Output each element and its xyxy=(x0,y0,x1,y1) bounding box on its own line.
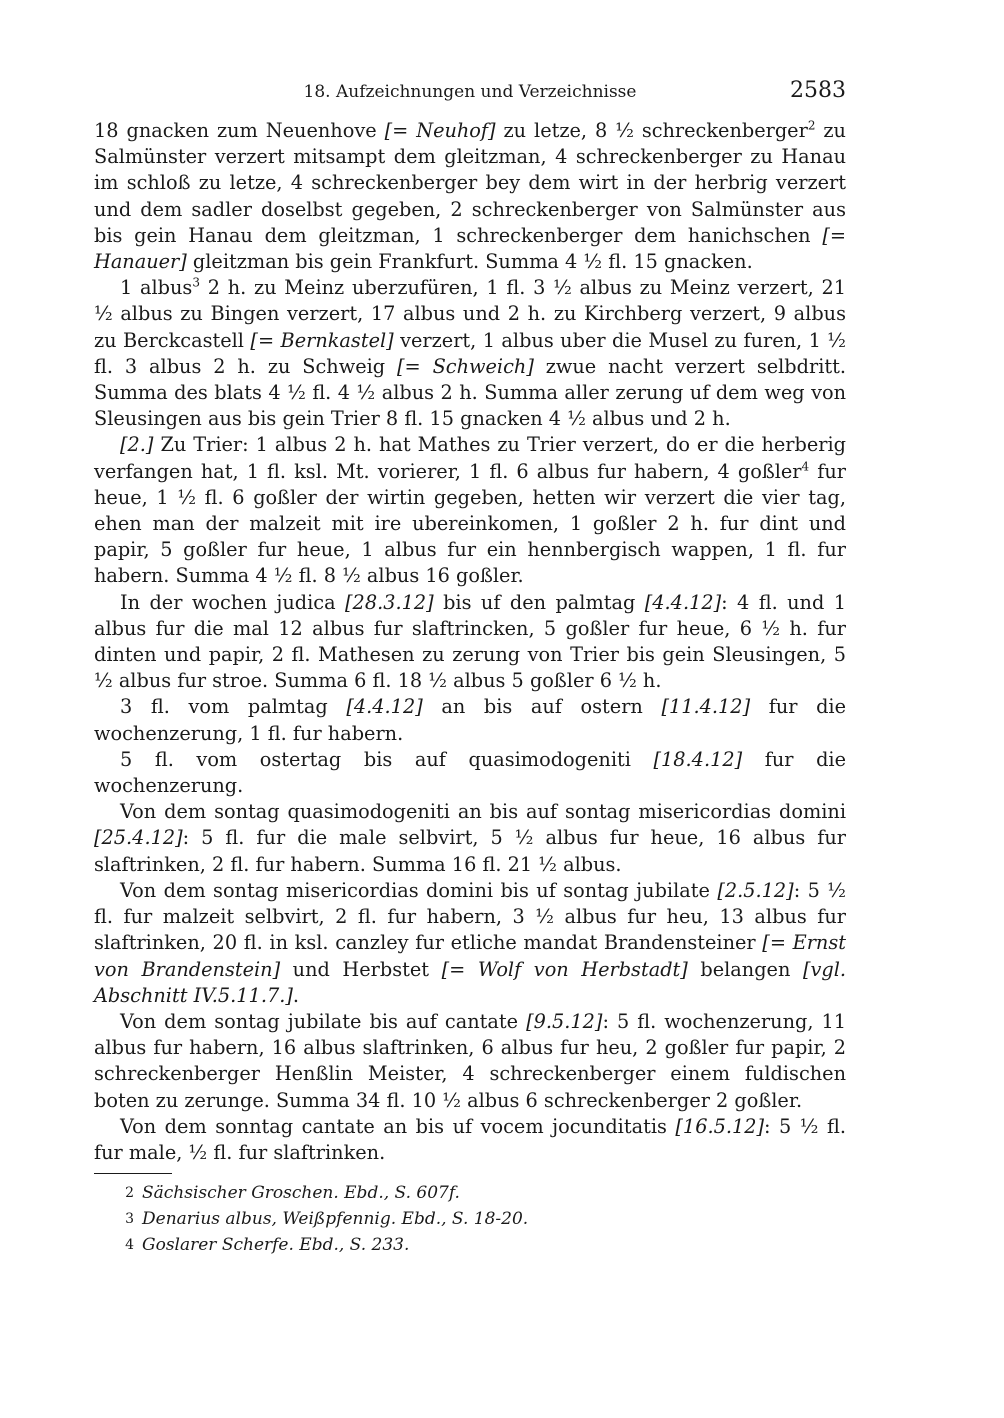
text-run: Zu Trier: 1 albus 2 h. hat Mathes zu Trier verzert, do er die herberig verfangen hat, 1 fl. ksl. Mt. vorierer, 1 fl. 6 albus fur habern, 4 goßler xyxy=(94,433,846,483)
editorial-note: [= Hanauer] xyxy=(94,223,846,274)
editorial-note: [= Neuhof] xyxy=(384,119,496,142)
text-run: Von dem sontag jubilate bis auf cantate xyxy=(120,1009,527,1033)
editorial-note: [28.3.12] xyxy=(345,590,434,614)
paragraph xyxy=(94,275,846,432)
editorial-note: [16.5.12] xyxy=(675,1114,765,1138)
text-run: Von dem sontag misericordias domini bis uf sontag jubilate xyxy=(120,878,718,902)
footnote-ref: 3 xyxy=(192,275,200,290)
editorial-note: [9.5.12] xyxy=(526,1009,603,1033)
footnote-text: Goslarer Scherfe. Ebd., S. 233. xyxy=(142,1235,410,1255)
editorial-note: [4.4.12] xyxy=(644,590,722,614)
text-run: gleitzman bis gein Frankfurt. Summa 4 ½ fl. 15 gnacken. xyxy=(186,250,753,274)
text-run: zwue nacht verzert selbdritt. Summa des blats 4 ½ fl. 4 ½ albus 2 h. Summa aller zerung uf dem weg von Sleusingen aus bis gein Trier 8 fl. 15 gnacken 4 ½ albus und 2 h. xyxy=(94,354,846,431)
paragraph xyxy=(94,118,846,275)
footnote-number: 3 xyxy=(125,1211,134,1227)
editorial-note: [= Ernst von Brandenstein] xyxy=(94,931,846,981)
footnote-text: Denarius albus, Weißpfennig. Ebd., S. 18-20. xyxy=(142,1209,529,1229)
footnote-divider xyxy=(94,1173,172,1174)
text-run: . xyxy=(292,983,300,1007)
editorial-note: [= Wolf von Herbstadt] xyxy=(441,957,688,981)
editorial-note: [= Schweich] xyxy=(397,354,534,378)
text-run: : 5 fl. wochenzerung, 11 albus fur habern, 16 albus slaftrinken, 6 albus fur heu, 2 goßler fur papir, 2 schreckenberger Henßlin Meister, 4 schreckenberger einem fuldischen boten zu zerunge. Summa 34 fl. 10 ½ albus 6 schreckenberger 2 goßler. xyxy=(94,1009,846,1112)
text-run: : 5 ½ fl. fur malzeit selbvirt, 2 fl. fur habern, 3 ½ albus fur heu, 13 albus fur slaftrinken, 20 fl. in ksl. canzley fur etliche mandat Brandensteiner xyxy=(94,878,846,955)
paragraph xyxy=(94,1009,846,1114)
paragraph xyxy=(94,878,846,1009)
editorial-note: [= Bernkastel] xyxy=(250,328,394,352)
footnote xyxy=(94,1232,846,1258)
text-run: : 5 fl. fur die male selbvirt, 5 ½ albus fur heue, 16 albus fur slaftrinken, 2 fl. fur habern. Summa 16 fl. 21 ½ albus. xyxy=(94,826,846,876)
footnote-ref: 4 xyxy=(801,459,810,474)
text-run: fur die wochenzerung. xyxy=(94,747,846,798)
editorial-note: [2.5.12] xyxy=(717,878,794,902)
editorial-note: [2.] xyxy=(120,433,154,457)
paragraph xyxy=(94,694,846,746)
paragraph xyxy=(94,432,846,589)
text-run: 2 h. zu Meinz uberzufüren, 1 fl. 3 ½ albus zu Meinz verzert, 21 ½ albus zu Bingen verzert, 17 albus und 2 h. zu Kirchberg verzert, 9 albus zu Berckcastell xyxy=(94,276,846,352)
text-run: In der wochen judica xyxy=(120,590,346,614)
text-run: fur heue, 1 ½ fl. 6 goßler der wirtin gegeben, hetten wir verzert die vier tag, ehen man der malzeit mit ire ubereinkomen, 1 goßler 2 h. fur dint und papir, 5 goßler fur heue, 1 albus fur ein hennbergisch wappen, 1 fl. fur habern. Summa 4 ½ fl. 8 ½ albus 16 goßler. xyxy=(94,459,847,588)
editorial-note: [4.4.12] xyxy=(346,695,423,719)
footnote-number: 2 xyxy=(125,1185,134,1201)
paragraph xyxy=(94,1114,846,1166)
text-run: : 4 fl. und 1 albus fur die mal 12 albus fur slaftrincken, 5 goßler fur heue, 6 ½ h. fur dinten und papir, 2 fl. Mathesen zu zerung von Trier bis gein Sleusingen, 5 ½ albus fur stroe. Summa 6 fl. 18 ½ albus 5 goßler 6 ½ h. xyxy=(94,590,846,693)
text-run: belangen xyxy=(687,957,803,981)
page-number: 2583 xyxy=(790,78,846,103)
text-run: zu Salmünster verzert mitsampt dem gleitzman, 4 schreckenberger zu Hanau im schloß zu letze, 4 schreckenberger bey dem wirt in der herbrig verzert und dem sadler doselbst gegeben, 2 schreckenberger von Salmünster aus bis gein Hanau dem gleitzman, 1 schreckenberger dem hanichschen xyxy=(94,119,846,247)
footnotes xyxy=(94,1180,846,1258)
text-run: an bis auf ostern xyxy=(422,695,662,719)
text-run: 1 albus xyxy=(120,276,193,300)
body-text xyxy=(94,118,846,1166)
text-run: fur die wochenzerung, 1 fl. fur habern. xyxy=(94,695,847,745)
running-title: 18. Aufzeichnungen und Verzeichnisse xyxy=(303,82,637,102)
text-run: Von dem sonntag cantate an bis uf vocem jocunditatis xyxy=(120,1114,676,1138)
text-run: Von dem sontag quasimodogeniti an bis auf sontag misericordias domini xyxy=(120,800,846,824)
footnote xyxy=(94,1206,846,1232)
text-run: 18 gnacken zum Neuenhove xyxy=(94,119,385,142)
text-run: 5 fl. vom ostertag bis auf quasimodogeniti xyxy=(120,747,654,771)
footnote-number: 4 xyxy=(125,1237,134,1253)
footnote-text: Sächsischer Groschen. Ebd., S. 607f. xyxy=(142,1183,460,1203)
text-run: und Herbstet xyxy=(280,957,442,981)
paragraph xyxy=(94,747,846,799)
editorial-note: [25.4.12] xyxy=(94,826,183,850)
text-run: bis uf den palmtag xyxy=(433,590,645,614)
text-run: verzert, 1 albus uber die Musel zu furen, 1 ½ fl. 3 albus 2 h. zu Schweig xyxy=(94,328,846,378)
paragraph xyxy=(94,799,846,878)
editorial-note: [18.4.12] xyxy=(653,747,743,771)
footnote xyxy=(94,1180,846,1206)
editorial-note: [11.4.12] xyxy=(661,695,751,719)
footnote-ref: 2 xyxy=(807,118,816,133)
page-header xyxy=(94,78,846,108)
text-run: : 5 ½ fl. fur male, ½ fl. fur slaftrinken. xyxy=(94,1114,846,1164)
text-run: zu letze, 8 ½ schreckenberger xyxy=(495,119,808,142)
text-run: 3 fl. vom palmtag xyxy=(120,695,347,719)
editorial-note: [vgl. Abschnitt IV.5.11.7.] xyxy=(94,957,846,1007)
paragraph xyxy=(94,590,846,695)
